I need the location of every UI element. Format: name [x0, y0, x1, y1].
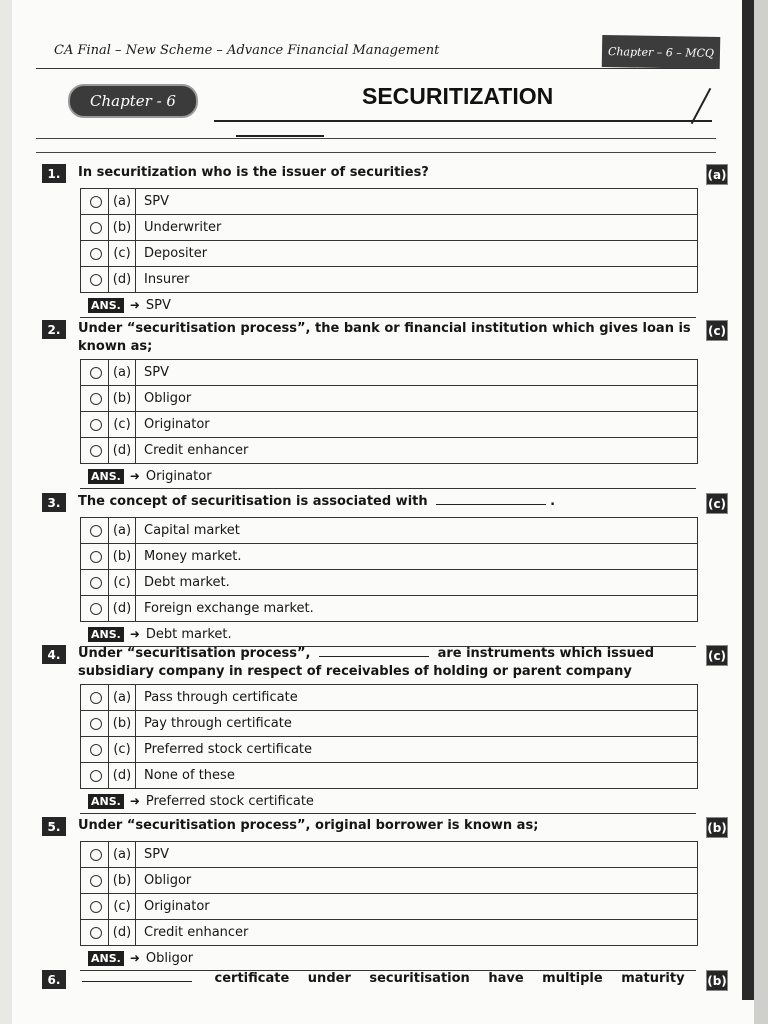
question-1	[42, 162, 728, 318]
question-text-before: The concept of securitisation is associated with	[78, 494, 428, 509]
option-label: (a)	[108, 842, 136, 867]
separator-line	[36, 152, 716, 153]
question-2	[42, 318, 728, 489]
option-text: Capital market	[144, 523, 240, 538]
question-3	[42, 491, 728, 647]
fill-blank	[436, 504, 546, 505]
option-label: (d)	[108, 596, 136, 621]
page-binding-shadow	[754, 0, 768, 1024]
radio-icon[interactable]	[90, 222, 102, 234]
right-arrow-icon: ➜	[129, 627, 140, 641]
options-table	[80, 517, 698, 622]
option-label: (b)	[108, 868, 136, 893]
option-label: (c)	[108, 894, 136, 919]
option-b[interactable]	[81, 711, 697, 737]
options-table	[80, 684, 698, 789]
option-label: (c)	[108, 570, 136, 595]
answer-badge: (c)	[706, 320, 728, 341]
option-d[interactable]	[81, 267, 697, 292]
radio-icon[interactable]	[90, 525, 102, 537]
option-c[interactable]	[81, 412, 697, 438]
option-label: (d)	[108, 763, 136, 788]
option-a[interactable]	[81, 360, 697, 386]
option-text: Credit enhancer	[144, 925, 249, 940]
option-a[interactable]	[81, 685, 697, 711]
option-b[interactable]	[81, 868, 697, 894]
chapter-tag: Chapter – 6 – MCQ	[602, 35, 721, 69]
option-text: Originator	[144, 417, 210, 432]
answer-tag: ANS.	[88, 627, 124, 642]
radio-icon[interactable]	[90, 744, 102, 756]
option-text: Obligor	[144, 873, 192, 888]
answer-text: Obligor	[145, 950, 194, 966]
option-text: Insurer	[144, 272, 190, 287]
book-title: CA Final – New Scheme – Advance Financial Management	[54, 43, 440, 58]
answer-tag: ANS.	[88, 298, 124, 313]
option-label: (b)	[108, 544, 136, 569]
answer-row	[80, 293, 696, 318]
question-text: In securitization who is the issuer of securities?	[78, 165, 429, 180]
fill-blank	[319, 656, 429, 657]
options-table	[80, 188, 698, 293]
radio-icon[interactable]	[90, 248, 102, 260]
option-label: (d)	[108, 920, 136, 945]
option-b[interactable]	[81, 544, 697, 570]
option-text: Originator	[144, 899, 210, 914]
radio-icon[interactable]	[90, 692, 102, 704]
answer-text: Originator	[145, 468, 212, 484]
radio-icon[interactable]	[90, 770, 102, 782]
answer-text: Debt market.	[145, 626, 232, 642]
page-left-edge	[0, 0, 12, 1024]
option-label: (c)	[108, 737, 136, 762]
question-number: 6.	[42, 970, 66, 989]
question-text-before: Under “securitisation process”,	[78, 646, 311, 661]
radio-icon[interactable]	[90, 551, 102, 563]
option-c[interactable]	[81, 894, 697, 920]
option-text: SPV	[144, 847, 169, 862]
answer-tag: ANS.	[88, 469, 124, 484]
question-number: 1.	[42, 164, 66, 183]
chapter-label: Chapter - 6	[68, 84, 198, 118]
option-d[interactable]	[81, 763, 697, 788]
answer-badge: (b)	[706, 970, 728, 991]
radio-icon[interactable]	[90, 577, 102, 589]
option-label: (b)	[108, 711, 136, 736]
answer-text: SPV	[145, 297, 171, 313]
option-label: (a)	[108, 685, 136, 710]
option-text: Money market.	[144, 549, 242, 564]
option-label: (b)	[108, 215, 136, 240]
separator-line	[36, 138, 716, 139]
radio-icon[interactable]	[90, 875, 102, 887]
options-table	[80, 841, 698, 946]
radio-icon[interactable]	[90, 196, 102, 208]
question-number: 3.	[42, 493, 66, 512]
option-d[interactable]	[81, 596, 697, 621]
option-text: Debt market.	[144, 575, 230, 590]
option-text: Credit enhancer	[144, 443, 249, 458]
option-text: Pass through certificate	[144, 690, 298, 705]
option-label: (b)	[108, 386, 136, 411]
question-number: 4.	[42, 645, 66, 664]
option-text: Pay through certificate	[144, 716, 292, 731]
radio-icon[interactable]	[90, 603, 102, 615]
right-arrow-icon: ➜	[129, 298, 140, 312]
separator-accent	[236, 135, 324, 137]
radio-icon[interactable]	[90, 393, 102, 405]
option-text: Foreign exchange market.	[144, 601, 314, 616]
answer-badge: (c)	[706, 493, 728, 514]
answer-badge: (a)	[706, 164, 728, 185]
answer-badge: (b)	[706, 817, 728, 838]
question-text-after: .	[550, 494, 556, 509]
option-d[interactable]	[81, 438, 697, 463]
question-number: 2.	[42, 320, 66, 339]
question-text: Under “securitisation process”, original borrower is known as;	[78, 818, 539, 833]
question-text	[78, 968, 700, 988]
radio-icon[interactable]	[90, 901, 102, 913]
option-text: Depositer	[144, 246, 208, 261]
option-label: (d)	[108, 438, 136, 463]
options-table	[80, 359, 698, 464]
question-text-after: certificate under securitisation have multiple maturity	[214, 971, 685, 986]
option-a[interactable]	[81, 842, 697, 868]
option-text: SPV	[144, 194, 169, 209]
answer-row	[80, 464, 696, 489]
right-arrow-icon: ➜	[129, 794, 140, 808]
option-b[interactable]	[81, 386, 697, 412]
option-a[interactable]	[81, 518, 697, 544]
question-text	[78, 643, 700, 681]
fill-blank	[82, 981, 192, 982]
question-number: 5.	[42, 817, 66, 836]
topic-slash	[691, 88, 712, 124]
topic-underline	[214, 120, 712, 122]
option-d[interactable]	[81, 920, 697, 945]
answer-badge: (c)	[706, 645, 728, 666]
option-c[interactable]	[81, 241, 697, 267]
question-4	[42, 643, 728, 814]
answer-tag: ANS.	[88, 951, 124, 966]
option-c[interactable]	[81, 570, 697, 596]
option-c[interactable]	[81, 737, 697, 763]
page-binding	[742, 0, 754, 1000]
question-text-after: are instruments which issued subsidiary company in respect of receivables of holding or parent company	[78, 646, 655, 679]
option-b[interactable]	[81, 215, 697, 241]
option-label: (c)	[108, 412, 136, 437]
option-label: (a)	[108, 518, 136, 543]
radio-icon[interactable]	[90, 927, 102, 939]
option-label: (a)	[108, 189, 136, 214]
option-text: None of these	[144, 768, 235, 783]
chapter-topic: SECURITIZATION	[362, 83, 554, 109]
answer-row	[80, 789, 696, 814]
radio-icon[interactable]	[90, 849, 102, 861]
option-label: (d)	[108, 267, 136, 292]
right-arrow-icon: ➜	[129, 951, 140, 965]
radio-icon[interactable]	[90, 367, 102, 379]
radio-icon[interactable]	[90, 718, 102, 730]
question-5	[42, 815, 728, 971]
option-text: Obligor	[144, 391, 192, 406]
question-text	[78, 491, 700, 511]
question-text: Under “securitisation process”, the bank or financial institution which gives loan is known as;	[78, 321, 691, 354]
answer-tag: ANS.	[88, 794, 124, 809]
right-arrow-icon: ➜	[129, 469, 140, 483]
option-text: Preferred stock certificate	[144, 742, 313, 757]
answer-text: Preferred stock certificate	[145, 793, 314, 809]
radio-icon[interactable]	[90, 419, 102, 431]
question-6	[42, 968, 728, 991]
option-a[interactable]	[81, 189, 697, 215]
option-label: (a)	[108, 360, 136, 385]
header-rule	[36, 68, 716, 69]
option-text: SPV	[144, 365, 169, 380]
radio-icon[interactable]	[90, 274, 102, 286]
radio-icon[interactable]	[90, 445, 102, 457]
option-text: Underwriter	[144, 220, 222, 235]
option-label: (c)	[108, 241, 136, 266]
